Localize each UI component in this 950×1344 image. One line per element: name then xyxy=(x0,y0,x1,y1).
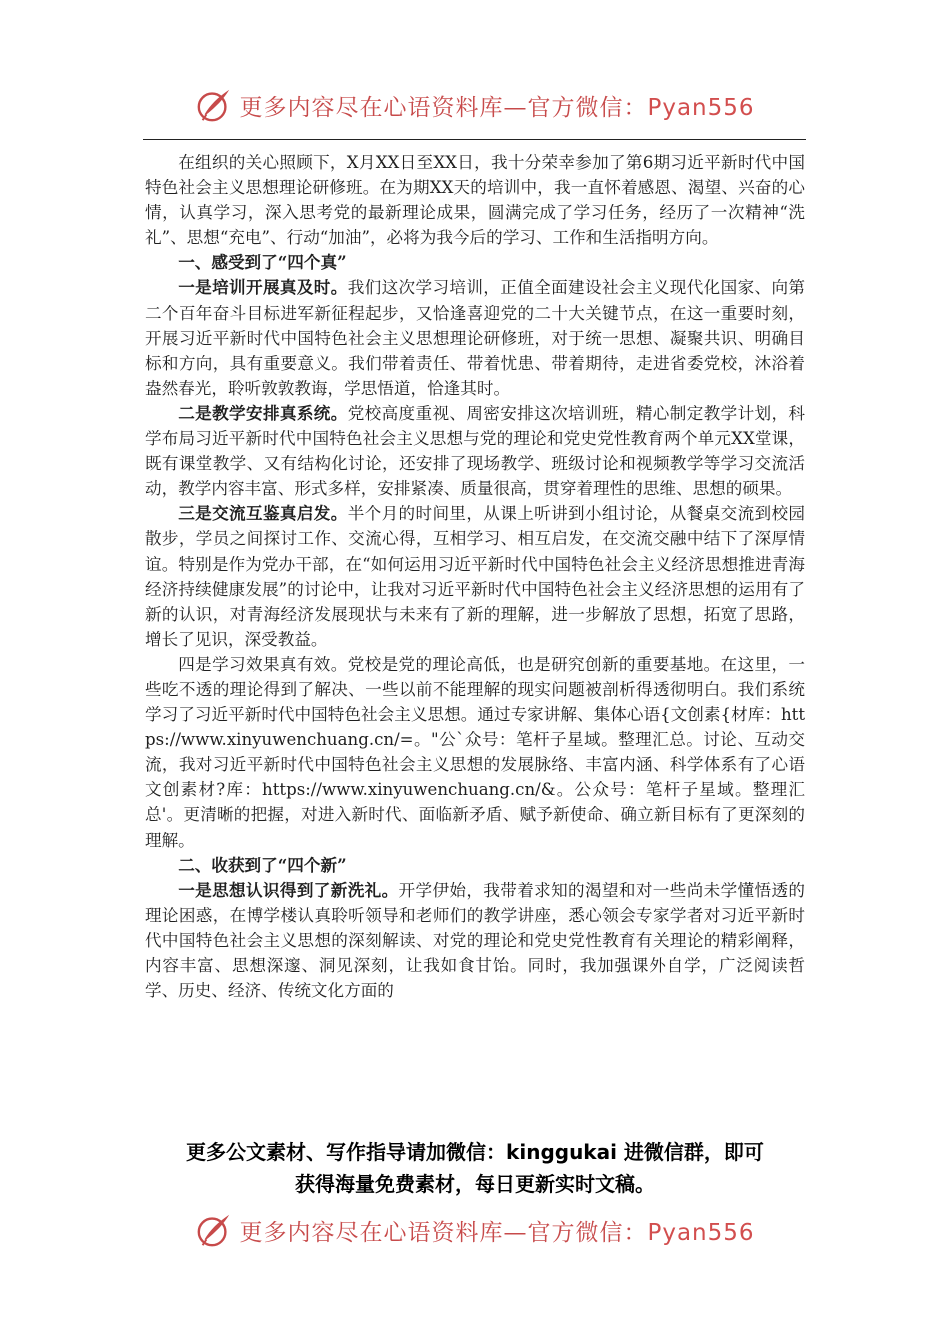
footer-wechat-id: Pyan556 xyxy=(647,1219,755,1246)
point-text: 党校高度重视、周密安排这次培训班，精心制定教学计划，科学布局习近平新时代中国特色社会主义思想与党的理论和党史党性教育两个单元XX堂课，既有课堂教学、又有结构化讨论，还安排了现场教学、班级讨论和视频教学等学习交流活动，教学内容丰富、形式多样，安排紧凑、质量很高，贯穿着理性的思维、思想的硕果。 xyxy=(145,403,806,499)
section-heading-2: 二、收获到了“四个新” xyxy=(178,854,347,875)
quill-logo-icon xyxy=(195,1211,233,1249)
point-text: 我们这次学习培训，正值全面建设社会主义现代化国家、向第二个百年奋斗目标进军新征程起步，又恰逢喜迎党的二十大关键节点，在这一重要时刻，开展习近平新时代中国特色社会主义思想理论研修班，对于统一思想、凝聚共识、明确目标和方向，具有重要意义。我们带着责任、带着忧患、带着期待，走进省委党校，沐浴着盎然春光，聆听敦敦教诲，学思悟道，恰逢其时。 xyxy=(145,278,806,398)
header-banner-label: 更多内容尽在心语资料库—官方微信： xyxy=(239,94,648,121)
point-text: 半个月的时间里，从课上听讲到小组讨论，从餐桌交流到校园散步，学员之间探讨工作、交流心得，互相学习、相互启发，在交流交融中结下了深厚情谊。特别是作为党办干部，在“如何运用习近平新时代中国特色社会主义经济思想推进青海经济持续健康发展”的讨论中，让我对习近平新时代中国特色社会主义经济思想的运用有了新的认识，对青海经济发展现状与未来有了新的理解，进一步解放了思想，拓宽了思路，增长了见识，深受教益。 xyxy=(145,504,806,649)
section-heading-1: 一、感受到了“四个真” xyxy=(178,252,347,273)
footer-banner-label: 更多内容尽在心语资料库—官方微信： xyxy=(239,1219,648,1246)
paragraph-point-5 xyxy=(145,878,805,1003)
paragraph-point-2 xyxy=(145,401,805,501)
point-lead: 三是交流互鉴真启发。 xyxy=(178,503,348,524)
footer-banner-text xyxy=(239,1214,754,1247)
point-lead: 一是培训开展真及时。 xyxy=(178,277,348,298)
header-wechat-id: Pyan556 xyxy=(647,94,755,121)
quill-logo-icon xyxy=(195,86,233,124)
point-lead: 一是思想认识得到了新洗礼。 xyxy=(178,879,399,900)
paragraph-point-3 xyxy=(145,501,805,652)
point-text: 开学伊始，我带着求知的渴望和对一些尚未学懂悟透的理论困惑，在博学楼认真聆听领导和老师们的教学讲座，悉心领会专家学者对习近平新时代中国特色社会主义思想的深刻解读、对党的理论和党史党性教育有关理论的精彩阐释，内容丰富、思想深邃、洞见深刻，让我如食甘饴。同时，我加强课外自学，广泛阅读哲学、历史、经济、传统文化方面的 xyxy=(145,880,806,1001)
point-lead: 二是教学安排真系统。 xyxy=(178,402,348,423)
paragraph-intro: 在组织的关心照顾下，X月XX日至XX日，我十分荣幸参加了第6期习近平新时代中国特色社会主义思想理论研修班。在为期XX天的培训中，我一直怀着感恩、渴望、兴奋的心情，认真学习，深入思考党的最新理论成果，圆满完成了学习任务，经历了一次精神“洗礼”、思想“充电”、行动“加油”，必将为我今后的学习、工作和生活指明方向。 xyxy=(145,153,805,248)
header-banner xyxy=(0,80,950,130)
header-divider xyxy=(143,139,806,140)
promo-line-2: 获得海量免费素材，每日更新实时文稿。 xyxy=(295,1172,655,1196)
paragraph-point-1 xyxy=(145,275,805,400)
footer-banner xyxy=(0,1205,950,1255)
header-banner-text xyxy=(239,89,754,122)
promo-notice xyxy=(120,1136,830,1200)
promo-line-1: 更多公文素材、写作指导请加微信：kinggukai 进微信群，即可 xyxy=(186,1140,764,1164)
document-body xyxy=(145,150,805,1003)
paragraph-point-4: 四是学习效果真有效。党校是党的理论高低，也是研究创新的重要基地。在这里，一些吃不透的理论得到了解决、一些以前不能理解的现实问题被剖析得透彻明白。我们系统学习了习近平新时代中国特色社会主义思想。通过专家讲解、集体心语{文创素{材库：https://www.xinyuwenchuang.cn/=。"公`众号：笔杆子星域。整理汇总。讨论、互动交流，我对习近平新时代中国特色社会主义思想的发展脉络、丰富内涵、科学体系有了心语文创素材?库：https://www.xinyuwenchuang.cn/&。公众号：笔杆子星域。整理汇总'。更清晰的把握，对进入新时代、面临新矛盾、赋予新使命、确立新目标有了更深刻的理解。 xyxy=(145,654,805,850)
